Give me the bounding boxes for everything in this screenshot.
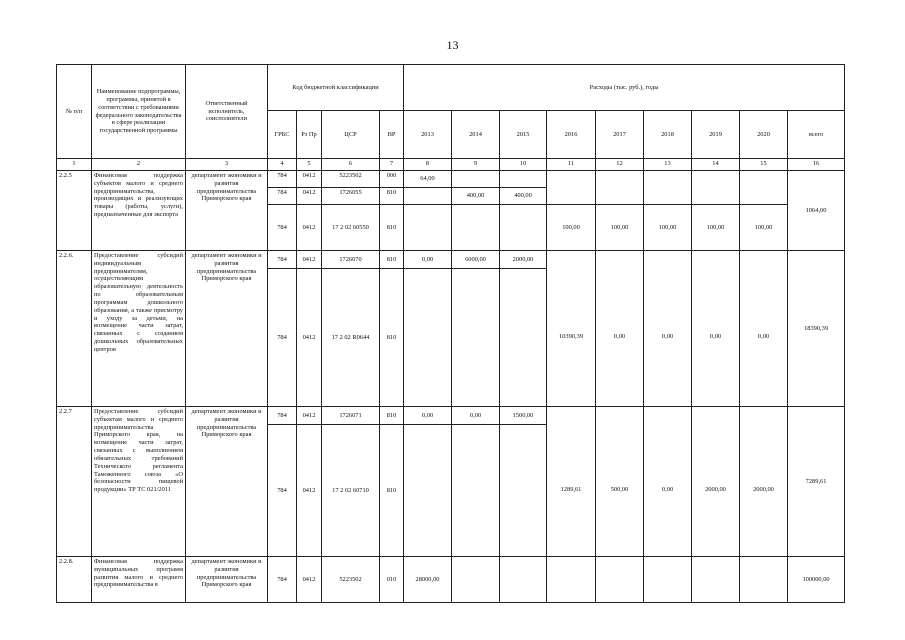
cell-rzpr: 0412 [297,557,322,603]
header-responsible: Ответственный исполнитель, соисполнители [186,65,268,159]
cell-vr: 000 [380,171,404,188]
header-year: 2019 [692,111,740,159]
cell-2017: 0,00 [596,269,644,407]
column-number: 10 [500,159,547,171]
cell-2014: 6000,00 [452,251,500,269]
cell-vr: 010 [380,557,404,603]
header-num: № п/п [57,65,92,159]
cell-2013: 28000,00 [404,557,452,603]
cell-2015 [500,269,547,407]
column-number: 9 [452,159,500,171]
row-responsible: департамент экономики и развития предпринимательства Приморского края [186,251,268,407]
row-responsible: департамент экономики и развития предпринимательства Приморского края [186,171,268,251]
cell-rzpr: 0412 [297,205,322,251]
cell-2015: 1500,00 [500,407,547,425]
cell-total: 100000,00 [788,557,845,603]
column-number: 1 [57,159,92,171]
header-total: всего [788,111,845,159]
cell-2014 [452,269,500,407]
column-number: 7 [380,159,404,171]
cell-csr: 1726071 [322,407,380,425]
cell-2016 [547,251,596,269]
cell-2018 [644,251,692,269]
cell-2019 [692,171,740,188]
cell-2015 [500,425,547,557]
column-number: 3 [186,159,268,171]
cell-2014: 0,00 [452,407,500,425]
cell-2015 [500,205,547,251]
cell-grbs: 784 [268,171,297,188]
cell-total: 7289,61 [788,407,845,557]
header-year: 2016 [547,111,596,159]
cell-total: 1064,00 [788,171,845,251]
budget-table [56,64,845,603]
cell-csr: 17 2 02 60550 [322,205,380,251]
cell-rzpr: 0412 [297,251,322,269]
cell-2019: 2000,00 [692,425,740,557]
cell-rzpr: 0412 [297,407,322,425]
cell-2020 [740,407,788,425]
header-year: 2020 [740,111,788,159]
row-responsible: департамент экономики и развития предпринимательства Приморского края [186,557,268,603]
page-number: 13 [446,38,459,52]
cell-vr: 810 [380,205,404,251]
cell-2014 [452,425,500,557]
cell-2013 [404,425,452,557]
cell-2015: 400,00 [500,188,547,205]
cell-2015 [500,171,547,188]
cell-vr: 810 [380,407,404,425]
row-name: Предоставление субсидий субъектам малого и среднего предпринимательства Приморского края, на возмещение части затрат, связанных с выполнением обязательных требований Технического регламента Таможенного союза «О безопасности пищевой продукции» ТР ТС 021/2011 [92,407,186,557]
cell-2014: 400,00 [452,188,500,205]
cell-rzpr: 0412 [297,425,322,557]
cell-grbs: 784 [268,425,297,557]
cell-grbs: 784 [268,407,297,425]
cell-csr: 5223502 [322,557,380,603]
row-name: Финансовая поддержка субъектов малого и среднего предпринимательства, производящих и реализующих товары (работы, услуги), предназначенные для экспорта [92,171,186,251]
cell-csr: 1726055 [322,188,380,205]
cell-2013 [404,188,452,205]
table-row [57,251,845,269]
cell-2018 [644,171,692,188]
row-id: 2.2.7 [57,407,92,557]
header-year: 2015 [500,111,547,159]
header-vr: ВР [380,111,404,159]
cell-2017 [596,251,644,269]
cell-2016 [547,557,596,603]
column-number: 12 [596,159,644,171]
header-budget-code: Код бюджетной классификации [268,65,404,111]
cell-vr: 810 [380,269,404,407]
cell-vr: 810 [380,251,404,269]
cell-2020: 100,00 [740,205,788,251]
row-id: 2.2.6. [57,251,92,407]
cell-grbs: 784 [268,251,297,269]
cell-2016: 100,00 [547,205,596,251]
header-year: 2018 [644,111,692,159]
header-csr: ЦСР [322,111,380,159]
cell-2013: 0,00 [404,251,452,269]
column-number: 14 [692,159,740,171]
cell-2016: 1289,61 [547,425,596,557]
cell-2018 [644,407,692,425]
cell-csr: 17 2 02 60710 [322,425,380,557]
cell-2013: 64,00 [404,171,452,188]
header-year: 2017 [596,111,644,159]
cell-2013 [404,205,452,251]
cell-2020 [740,188,788,205]
header-year: 2014 [452,111,500,159]
cell-2018 [644,188,692,205]
column-number: 5 [297,159,322,171]
cell-2017 [596,407,644,425]
cell-2020: 2000,00 [740,425,788,557]
row-name: Финансовая поддержка муниципальных программ развития малого и среднего предпринимательства в [92,557,186,603]
row-id: 2.2.5 [57,171,92,251]
column-number: 8 [404,159,452,171]
column-number: 11 [547,159,596,171]
cell-2017 [596,188,644,205]
header-grbs: ГРБС [268,111,297,159]
cell-2014 [452,171,500,188]
row-responsible: департамент экономики и развития предпринимательства Приморского края [186,407,268,557]
cell-2016 [547,171,596,188]
cell-grbs: 784 [268,269,297,407]
cell-2018: 100,00 [644,205,692,251]
cell-csr: 17 2 02 R0644 [322,269,380,407]
cell-2020 [740,557,788,603]
row-id: 2.2.8. [57,557,92,603]
header-name: Наименование подпрограммы, программы, принятой в соответствии с требованиями федерального законодательства в сфере реализации государственной программы [92,65,186,159]
cell-2020: 0,00 [740,269,788,407]
cell-grbs: 784 [268,557,297,603]
cell-2017: 500,00 [596,425,644,557]
column-numbers-row [57,159,845,171]
cell-2017 [596,557,644,603]
cell-vr: 810 [380,188,404,205]
column-number: 16 [788,159,845,171]
table-row [57,557,845,603]
column-number: 4 [268,159,297,171]
cell-2014 [452,205,500,251]
cell-2020 [740,251,788,269]
column-number: 6 [322,159,380,171]
table-row [57,171,845,188]
cell-2018: 0,00 [644,425,692,557]
cell-rzpr: 0412 [297,171,322,188]
cell-2019 [692,251,740,269]
cell-csr: 5223502 [322,171,380,188]
cell-2018: 0,00 [644,269,692,407]
header-row-1 [57,65,845,111]
cell-2017: 100,00 [596,205,644,251]
cell-grbs: 784 [268,188,297,205]
cell-2016 [547,188,596,205]
cell-2019 [692,557,740,603]
cell-2019 [692,407,740,425]
column-number: 15 [740,159,788,171]
cell-vr: 810 [380,425,404,557]
cell-2020 [740,171,788,188]
cell-2015: 2000,00 [500,251,547,269]
cell-2019 [692,188,740,205]
column-number: 13 [644,159,692,171]
cell-total: 18390,39 [788,251,845,407]
cell-csr: 1726070 [322,251,380,269]
cell-2013: 0,00 [404,407,452,425]
header-year: 2013 [404,111,452,159]
cell-2018 [644,557,692,603]
cell-2019: 0,00 [692,269,740,407]
cell-2017 [596,171,644,188]
cell-2019: 100,00 [692,205,740,251]
column-number: 2 [92,159,186,171]
cell-grbs: 784 [268,205,297,251]
row-name: Предоставление субсидий индивидуальным предпринимателям, осуществляющим образовательную деятельность по образовательным программам дошкольного образования, а также присмотру и уходу за детьми, на возмещение части затрат, связанных с созданием дошкольных образовательных центров [92,251,186,407]
header-rzpr: Рз Пр [297,111,322,159]
cell-2016 [547,407,596,425]
cell-2013 [404,269,452,407]
cell-2014 [452,557,500,603]
table-row [57,407,845,425]
cell-2015 [500,557,547,603]
cell-rzpr: 0412 [297,269,322,407]
cell-rzpr: 0412 [297,188,322,205]
header-expenses: Расходы (тыс. руб.), годы [404,65,845,111]
cell-2016: 10390,39 [547,269,596,407]
